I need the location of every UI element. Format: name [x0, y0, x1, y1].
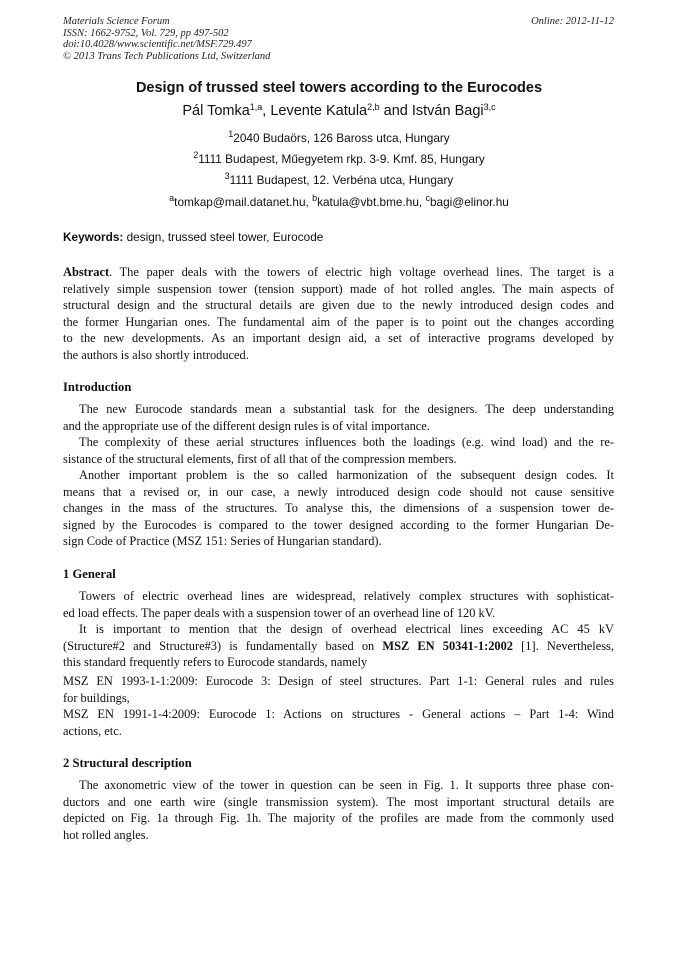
abstract-label: Abstract [63, 265, 110, 279]
standard-item-2 [63, 706, 614, 739]
text-line: Another important problem is the so called harmonization of the subsequent design codes. It [79, 468, 614, 482]
email-address[interactable]: tomkap@mail.datanet.hu, [174, 195, 313, 209]
affiliation-sup: 2 [193, 150, 199, 160]
text-line: signed by the Eurocodes is compared to the tower designed according to the former Hungarian De- [63, 517, 614, 532]
affiliation-text: 1111 Budapest, Műegyetem rkp. 3-9. Kmf. 85, Hungary [198, 152, 485, 166]
author-name: Levente Katula [270, 103, 368, 119]
affiliation-1 [0, 131, 678, 145]
journal-name: Materials Science Forum [63, 16, 170, 27]
email-sup: b [312, 193, 318, 203]
text-line: ductors and one earth wire (single transmission system). The most important structural details are [63, 794, 614, 809]
journal-copyright: © 2013 Trans Tech Publications Ltd, Switzerland [63, 50, 271, 62]
text-line: to the new developments. As an important design aid, a set of interactive programs developed by [63, 331, 614, 346]
affiliation-text: 1111 Budapest, 12. Verbéna utca, Hungary [229, 173, 454, 187]
standard-item-1 [63, 673, 614, 706]
abstract [63, 264, 614, 364]
text-line: structural design and the structural details are given due to the newly introduced design codes and [63, 298, 614, 313]
affiliation-sup: 3 [224, 171, 230, 181]
text-line: and the appropriate use of the different design rules is of vital importance. [63, 418, 430, 433]
email-list [0, 195, 678, 209]
author-name: Pál Tomka [182, 103, 250, 119]
author-list [0, 103, 678, 119]
text-run: [1]. Nevertheless, [513, 638, 614, 653]
email-address[interactable]: katula@vbt.bme.hu, [317, 195, 426, 209]
section-heading-general: 1 General [63, 567, 116, 581]
author-name: István Bagi [411, 103, 484, 119]
section-heading-introduction: Introduction [63, 380, 132, 394]
text-line: actions, etc. [63, 723, 122, 738]
text-line: MSZ EN 1991-1-4:2009: Eurocode 1: Actions on structures - General actions – Part 1-4: Wind [63, 707, 614, 721]
general-paragraph-2 [63, 621, 614, 671]
intro-paragraph-1 [63, 401, 614, 434]
text-line [63, 264, 614, 281]
text-line: hot rolled angles. [63, 827, 149, 842]
text-line: changes in the mass of the structures. To analyse this, the dimensions of a suspension tower de- [63, 501, 614, 516]
abstract-text: . The paper deals with the towers of electric high voltage overhead lines. The target is a [109, 265, 614, 279]
keywords-text: design, trussed steel tower, Eurocode [123, 230, 324, 244]
standard-reference: MSZ EN 50341-1:2002 [382, 638, 513, 653]
paper-title: Design of trussed steel towers according to the Eurocodes [135, 80, 543, 96]
affiliation-2 [0, 152, 678, 166]
text-line: ed load effects. The paper deals with a suspension tower of an overhead line of 120 kV. [63, 605, 496, 620]
section-heading-structural: 2 Structural description [63, 756, 192, 770]
journal-info [63, 16, 270, 62]
text-line: means that a revised or, in our case, a newly introduced design code should not cause sensitive [63, 484, 614, 499]
affiliation-text: 2040 Budaörs, 126 Baross utca, Hungary [233, 131, 450, 145]
text-run: (Structure#2 and Structure#3) is fundamentally based on [63, 638, 383, 653]
author-sep: , [262, 103, 271, 119]
journal-issn: ISSN: 1662-9752, Vol. 729, pp 497-502 [63, 27, 229, 39]
online-date: Online: 2012-11-12 [531, 16, 614, 27]
author-sup: 1,a [249, 102, 263, 112]
text-line: The axonometric view of the tower in question can be seen in Fig. 1. It supports three phase con- [79, 778, 614, 792]
structural-paragraph-1 [63, 777, 614, 843]
journal-doi: doi:10.4028/www.scientific.net/MSF.729.497 [63, 39, 252, 50]
text-line: this standard frequently refers to Eurocode standards, namely [63, 655, 368, 670]
text-line: depicted on Fig. 1a through Fig. 1h. The majority of the profiles are made from the commonly used [63, 811, 614, 826]
affiliation-sup: 1 [228, 129, 234, 139]
text-line: It is important to mention that the design of overhead electrical lines exceeding AC 45 kV [79, 622, 614, 636]
intro-paragraph-3 [63, 467, 614, 550]
text-line: The new Eurocode standards mean a substantial task for the designers. The deep understanding [79, 402, 614, 416]
text-line: for buildings, [63, 690, 130, 705]
text-line: the authors is also shortly introduced. [63, 347, 249, 362]
author-sup: 2,b [367, 102, 380, 112]
affiliation-3 [0, 173, 678, 187]
text-line: The complexity of these aerial structures influences both the loadings (e.g. wind load) and the re- [79, 435, 614, 449]
email-sup: c [425, 193, 430, 203]
author-sep: and [379, 103, 412, 119]
email-sup: a [169, 193, 175, 203]
email-address[interactable]: bagi@elinor.hu [429, 195, 509, 209]
general-paragraph-1 [63, 588, 614, 621]
text-line [63, 638, 614, 655]
text-line: relatively simple suspension tower (tension support) made of hot rolled angles. The main aspects of [63, 281, 614, 296]
text-line: sistance of the structural elements, first of all that of the compression members. [63, 451, 457, 466]
text-line: Towers of electric overhead lines are widespread, relatively complex structures with sophisticat- [79, 589, 614, 603]
author-sup: 3,c [483, 102, 496, 112]
text-line: the former Hungarian ones. The fundamental aim of the paper is to point out the changes according [63, 314, 614, 329]
keywords [63, 230, 323, 244]
intro-paragraph-2 [63, 434, 614, 467]
text-line: sign Code of Practice (MSZ 151: Series of Hungarian standard). [63, 534, 382, 549]
keywords-label: Keywords: [63, 230, 124, 244]
text-line: MSZ EN 1993-1-1:2009: Eurocode 3: Design of steel structures. Part 1-1: General rules and rules [63, 674, 614, 688]
